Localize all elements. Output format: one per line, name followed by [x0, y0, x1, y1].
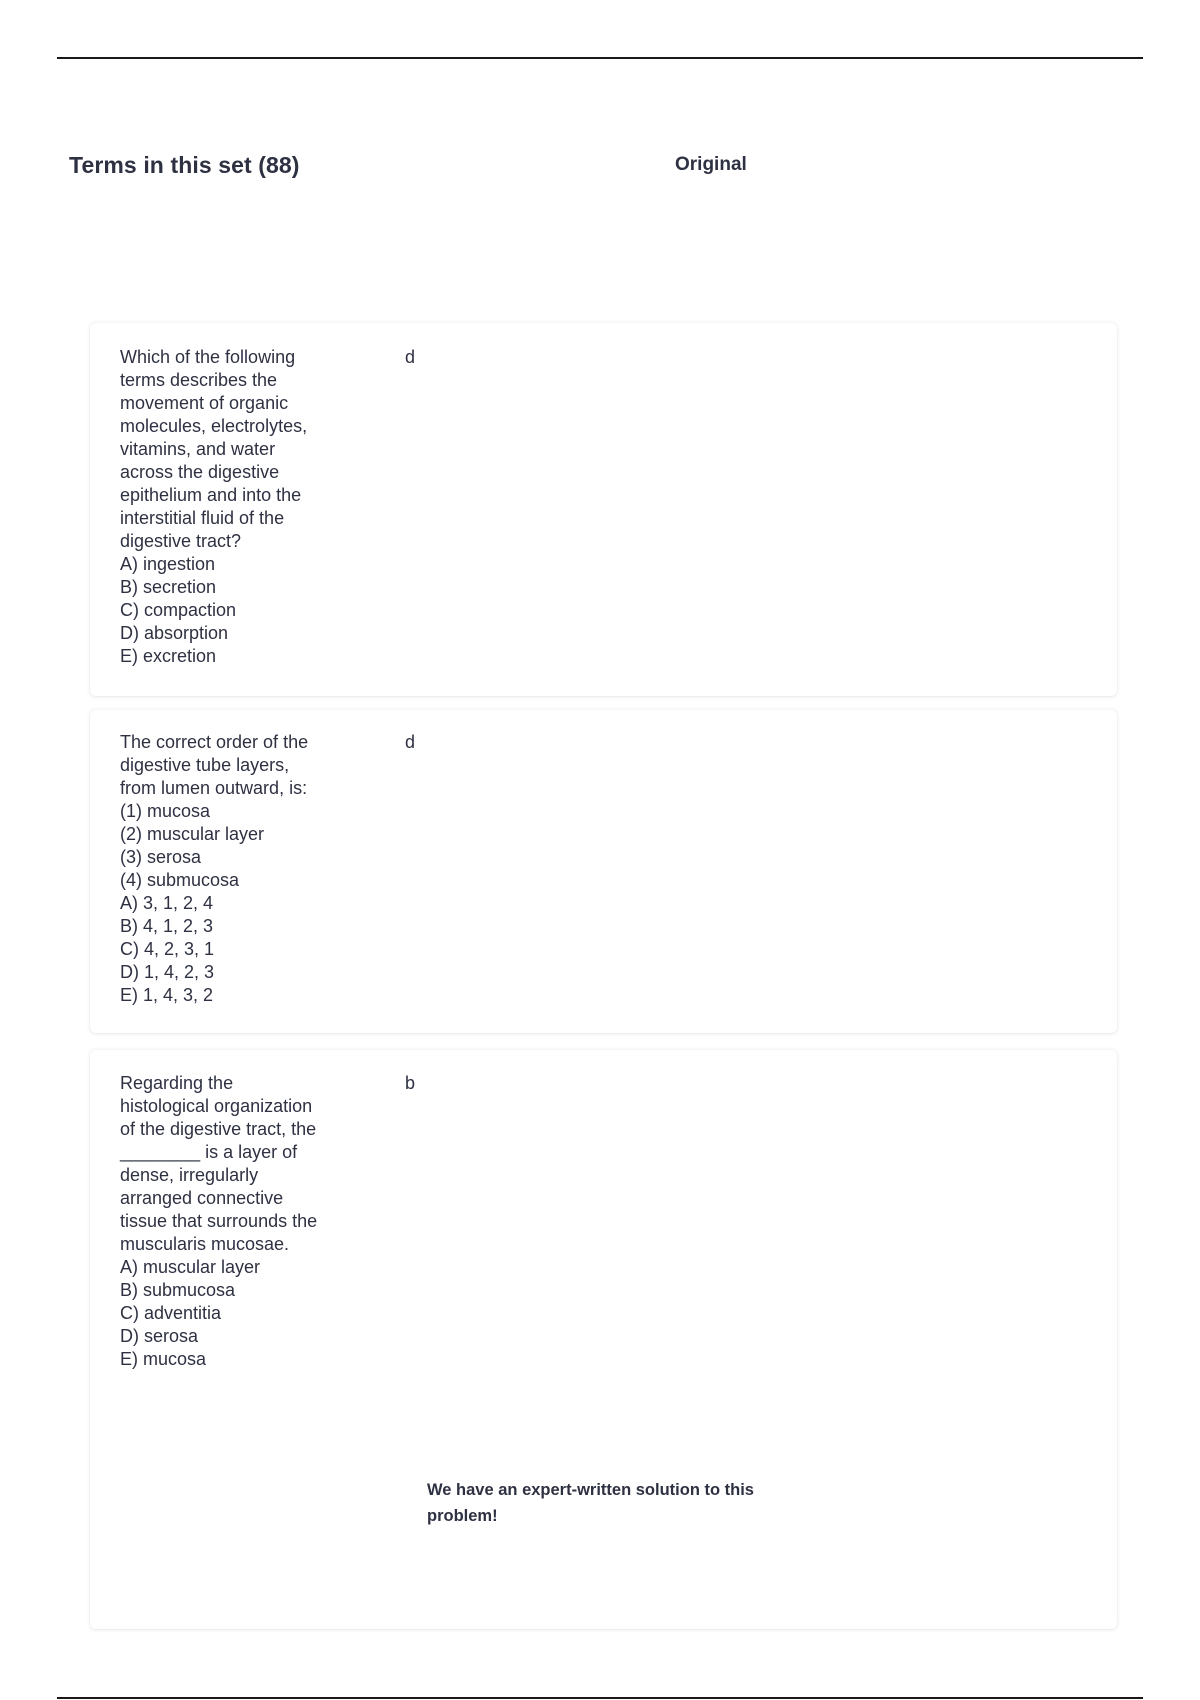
original-column-label: Original	[675, 154, 747, 175]
definition-text: b	[405, 1073, 416, 1093]
term-text: Regarding the histological organization of the digestive tract, the ________ is a layer of dense, irregularly arranged connective tissue that surrounds the muscularis mucosae. A) muscular layer B) submucosa C) adventitia D) serosa E) mucosa	[120, 1073, 318, 1369]
expert-solution-note: We have an expert-written solution to this problem!	[427, 1481, 754, 1525]
definition-text: d	[405, 347, 416, 367]
bottom-divider	[57, 1697, 1143, 1699]
term-card[interactable]	[90, 1050, 1117, 1629]
term-card[interactable]	[90, 710, 1117, 1033]
set-title: Terms in this set (88)	[69, 152, 300, 178]
term-text: The correct order of the digestive tube layers, from lumen outward, is: (1) mucosa (2) muscular layer (3) serosa (4) submucosa A) 3, 1, 2, 4 B) 4, 1, 2, 3 C) 4, 2, 3, 1 D) 1, 4, 2, 3 E) 1, 4, 3, 2	[120, 732, 309, 1005]
definition-text: d	[405, 732, 416, 752]
term-text: Which of the following terms describes the movement of organic molecules, electrolytes, vitamins, and water across the digestive epithelium and into the interstitial fluid of the digestive tract? A) ingestion B) secretion C) compaction D) absorption E) excretion	[120, 347, 308, 666]
top-divider	[57, 57, 1143, 59]
term-card[interactable]	[90, 323, 1117, 696]
